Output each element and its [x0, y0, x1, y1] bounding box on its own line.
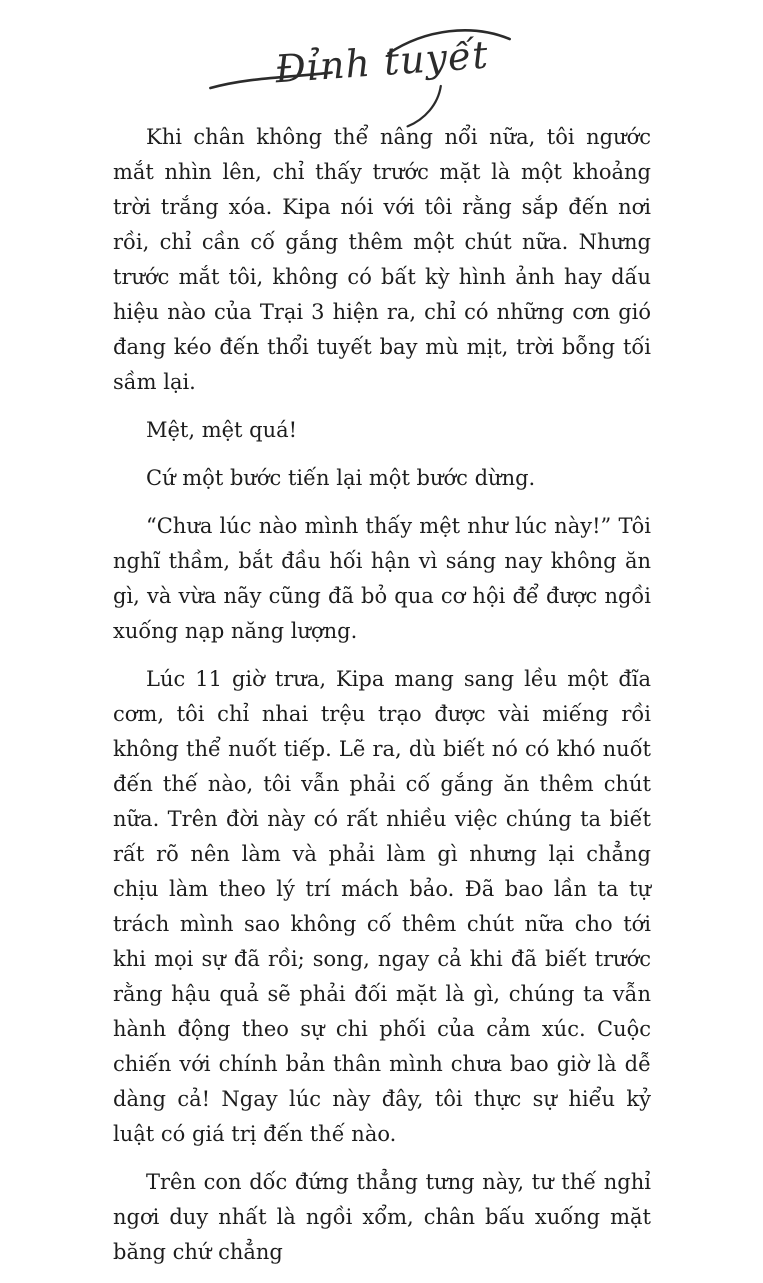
chapter-header: [0, 32, 763, 92]
logo-text: Đỉnh tuyết: [273, 32, 490, 92]
paragraph: Khi chân không thể nâng nổi nữa, tôi ngước mắt nhìn lên, chỉ thấy trước mặt là một khoảng trời trắng xóa. Kipa nói với tôi rằng sắp đến nơi rồi, chỉ cần cố gắng thêm một chút nữa. Nhưng trước mắt tôi, không có bất kỳ hình ảnh hay dấu hiệu nào của Trại 3 hiện ra, chỉ có những cơn gió đang kéo đến thổi tuyết bay mù mịt, trời bỗng tối sầm lại.: [113, 125, 651, 394]
paragraph: Mệt, mệt quá!: [146, 418, 298, 442]
book-logo: [263, 32, 499, 92]
paragraph: Cứ một bước tiến lại một bước dừng.: [146, 466, 536, 490]
paragraph: “Chưa lúc nào mình thấy mệt như lúc này!” Tôi nghĩ thầm, bắt đầu hối hận vì sáng nay không ăn gì, và vừa nãy cũng đã bỏ qua cơ hội để được ngồi xuống nạp năng lượng.: [113, 514, 651, 643]
paragraph: Lúc 11 giờ trưa, Kipa mang sang lều một đĩa cơm, tôi chỉ nhai trệu trạo được vài miếng rồi không thể nuốt tiếp. Lẽ ra, dù biết nó có khó nuốt đến thế nào, tôi vẫn phải cố gắng ăn thêm chút nữa. Trên đời này có rất nhiều việc chúng ta biết rất rõ nên làm và phải làm gì nhưng lại chẳng chịu làm theo lý trí mách bảo. Đã bao lần ta tự trách mình sao không cố thêm chút nữa cho tới khi mọi sự đã rồi; song, ngay cả khi đã biết trước rằng hậu quả sẽ phải đối mặt là gì, chúng ta vẫn hành động theo sự chi phối của cảm xúc. Cuộc chiến với chính bản thân mình chưa bao giờ là dễ dàng cả! Ngay lúc này đây, tôi thực sự hiểu kỷ luật có giá trị đến thế nào.: [113, 667, 651, 1146]
page-text: [113, 120, 651, 1283]
paragraph: Trên con dốc đứng thẳng tưng này, tư thế nghỉ ngơi duy nhất là ngồi xổm, chân bấu xuống mặt băng chứ chẳng: [113, 1170, 651, 1264]
